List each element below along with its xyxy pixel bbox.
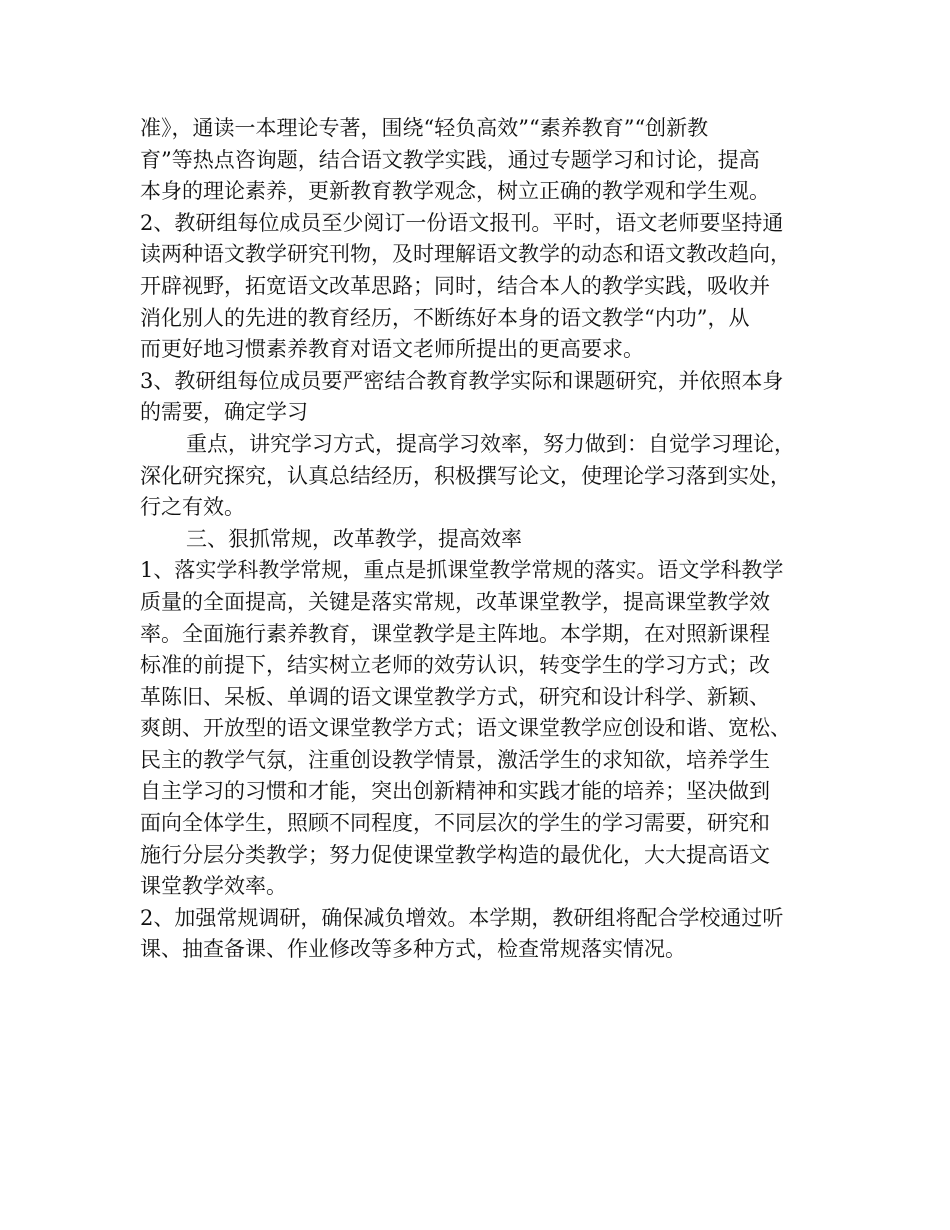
text-line: 1、落实学科教学常规，重点是抓课堂教学常规的落实。语文学科教学 (140, 558, 784, 583)
text-line: 课堂教学效率。 (140, 874, 287, 899)
text-line: 本身的理论素养，更新教育教学观念，树立正确的教学观和学生观。 (140, 179, 770, 204)
document-body (140, 113, 830, 966)
text-line: 爽朗、开放型的语文课堂教学方式；语文课堂教学应创设和谐、宽松、 (140, 716, 791, 741)
text-line: 自主学习的习惯和才能，突出创新精神和实践才能的培养；坚决做到 (140, 779, 770, 804)
text-line: 而更好地习惯素养教育对语文老师所提出的更高要求。 (140, 337, 644, 362)
text-line: 施行分层分类教学；努力促使课堂教学构造的最优化，大大提高语文 (140, 842, 770, 867)
text-line: 率。全面施行素养教育，课堂教学是主阵地。本学期，在对照新课程 (140, 621, 770, 646)
text-line: 的需要，确定学习 (140, 400, 308, 425)
text-line: 标准的前提下，结实树立老师的效劳认识，转变学生的学习方式；改 (140, 653, 770, 678)
text-line: 行之有效。 (140, 495, 245, 520)
text-line: 2、加强常规调研，确保减负增效。本学期，教研组将配合学校通过听 (140, 905, 784, 930)
text-line: 2、教研组每位成员至少阅订一份语文报刊。平时，语文老师要坚持通 (140, 210, 784, 235)
text-line: 开辟视野，拓宽语文改革思路；同时，结合本人的教学实践，吸收并 (140, 273, 770, 298)
text-line: 民主的教学气氛，注重创设教学情景，激活学生的求知欲，培养学生 (140, 747, 770, 772)
text-line: 面向全体学生，照顾不同程度，不同层次的学生的学习需要，研究和 (140, 811, 770, 836)
text-line: 3、教研组每位成员要严密结合教育教学实际和课题研究，并依照本身 (140, 368, 784, 393)
text-line: 革陈旧、呆板、单调的语文课堂教学方式，研究和设计科学、新颖、 (140, 684, 770, 709)
text-line: 育”等热点咨询题，结合语文教学实践，通过专题学习和讨论，提高 (140, 147, 760, 172)
text-line: 读两种语文教学研究刊物，及时理解语文教学的动态和语文教改趋向， (140, 242, 791, 267)
text-line: 重点，讲究学习方式，提高学习效率，努力做到：自觉学习理论， (186, 431, 795, 456)
text-line: 三、狠抓常规，改革教学，提高效率 (186, 526, 522, 551)
text-line: 质量的全面提高，关键是落实常规，改革课堂教学，提高课堂教学效 (140, 589, 770, 614)
text-line: 深化研究探究，认真总结经历，积极撰写论文，使理论学习落到实处， (140, 463, 791, 488)
text-line: 消化别人的先进的教育经历，不断练好本身的语文教学“内功”，从 (140, 305, 750, 330)
text-line: 准》，通读一本理论专著，围绕“轻负高效”“素养教育”“创新教 (140, 116, 709, 140)
text-line: 课、抽查备课、作业修改等多种方式，检查常规落实情况。 (140, 937, 686, 962)
